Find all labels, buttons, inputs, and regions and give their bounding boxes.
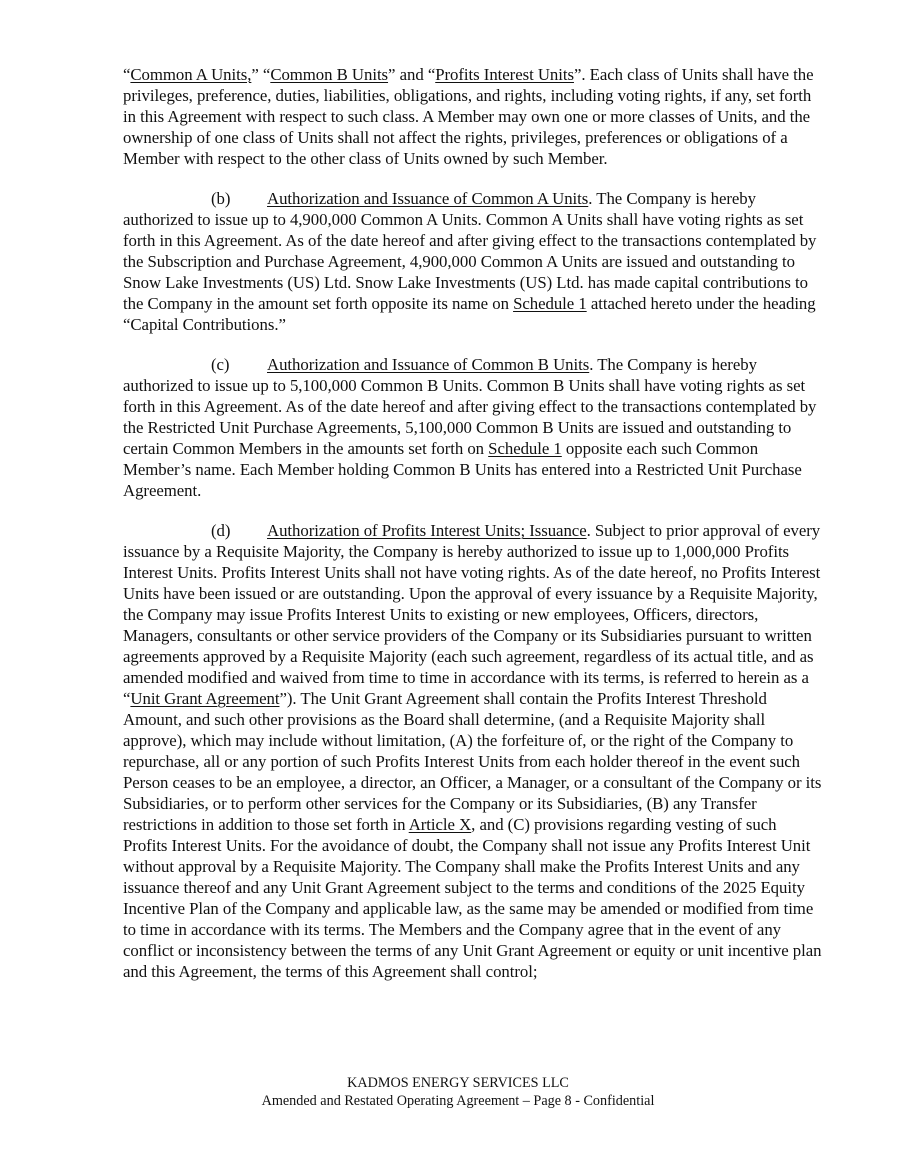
section-d-paragraph bbox=[123, 520, 823, 982]
quote: “ bbox=[262, 65, 271, 84]
defined-term-profits-interest-units: Profits Interest Units bbox=[435, 65, 574, 84]
section-c-number: (c) bbox=[211, 355, 230, 374]
schedule-1-reference: Schedule 1 bbox=[488, 439, 562, 458]
section-b-number: (b) bbox=[211, 189, 231, 208]
section-d-number: (d) bbox=[211, 521, 231, 540]
page-footer bbox=[0, 1074, 916, 1110]
defined-term-unit-grant-agreement: Unit Grant Agreement bbox=[130, 689, 280, 708]
quote: ” bbox=[251, 65, 263, 84]
section-c-heading: Authorization and Issuance of Common B Units bbox=[267, 355, 590, 374]
quote: “ bbox=[427, 65, 436, 84]
text: ”). The Unit Grant Agreement shall contain the Profits Interest Threshold Amount, and such other provisions as the Board shall determine, (and a Requisite Majority shall approve), which may include without limitation, (A) the forfeiture of, or the right of the Company to repurchase, all or any portion of such Profits Interest Units from each holder thereof in the event such Person ceases to be an employee, a director, an Officer, a Manager, or a consultant of the Company or its Subsidiaries, or to perform other services for the Company or its Subsidiaries, (B) any Transfer restrictions in addition to those set forth in bbox=[123, 689, 822, 834]
quote: “ bbox=[123, 65, 131, 84]
text: attached hereto under the heading “Capital Contributions.” bbox=[123, 294, 816, 334]
article-x-reference: Article X bbox=[408, 815, 472, 834]
intro-paragraph bbox=[123, 64, 823, 169]
section-c-paragraph bbox=[123, 354, 823, 501]
text: ” and bbox=[388, 65, 428, 84]
section-b-heading: Authorization and Issuance of Common A Units bbox=[267, 189, 589, 208]
text: opposite each such Common Member’s name. Each Member holding Common B Units has entered into a Restricted Unit Purchase Agreement. bbox=[123, 439, 802, 500]
defined-term-common-b-units: Common B Units bbox=[270, 65, 389, 84]
defined-term-common-a-units: Common A Units, bbox=[130, 65, 252, 84]
footer-document-title: Amended and Restated Operating Agreement – Page 8 - Confidential bbox=[261, 1093, 655, 1109]
schedule-1-reference: Schedule 1 bbox=[513, 294, 587, 313]
document-body bbox=[123, 64, 823, 1001]
text: . The Company is hereby authorized to issue up to 5,100,000 Common B Units. Common B Units shall have voting rights as set forth in this Agreement. As of the date hereof and after giving effect to the transactions contemplated by the Restricted Unit Purchase Agreements, 5,100,000 Common B Units are issued and outstanding to certain Common Members in the amounts set forth on bbox=[123, 355, 817, 458]
text: , and (C) provisions regarding vesting of such Profits Interest Units. For the avoidance of doubt, the Company shall not issue any Profits Interest Unit without approval by a Requisite Majority. The Company shall make the Profits Interest Units and any issuance thereof and any Unit Grant Agreement subject to the terms and conditions of the 2025 Equity Incentive Plan of the Company and applicable law, as the same may be amended or modified from time to time in accordance with its terms. The Members and the Company agree that in the event of any conflict or inconsistency between the terms of any Unit Grant Agreement or equity or unit incentive plan and this Agreement, the terms of this Agreement shall control; bbox=[123, 815, 822, 981]
section-d-heading: Authorization of Profits Interest Units; Issuance bbox=[267, 521, 587, 540]
section-b-paragraph bbox=[123, 188, 823, 335]
text: ”. Each class of Units shall have the privileges, preference, duties, liabilities, obligations, and rights, including voting rights, if any, set forth in this Agreement with respect to such class. A Member may own one or more classes of Units, and the ownership of one class of Units shall not affect the rights, privileges, preferences or obligations of a Member with respect to the other class of Units owned by such Member. bbox=[123, 65, 814, 168]
text: . The Company is hereby authorized to issue up to 4,900,000 Common A Units. Common A Units shall have voting rights as set forth in this Agreement. As of the date hereof and after giving effect to the transactions contemplated by the Subscription and Purchase Agreement, 4,900,000 Common A Units are issued and outstanding to Snow Lake Investments (US) Ltd. Snow Lake Investments (US) Ltd. has made capital contributions to the Company in the amount set forth opposite its name on bbox=[123, 189, 817, 313]
footer-company-name: KADMOS ENERGY SERVICES LLC bbox=[347, 1075, 569, 1091]
text: . Subject to prior approval of every issuance by a Requisite Majority, the Company is hereby authorized to issue up to 1,000,000 Profits Interest Units. Profits Interest Units shall not have voting rights. As of the date hereof, no Profits Interest Units have been issued or are outstanding. Upon the approval of every issuance by a Requisite Majority, the Company may issue Profits Interest Units to existing or new employees, Officers, directors, Managers, consultants or other service providers of the Company or its Subsidiaries pursuant to written agreements approved by a Requisite Majority (each such agreement, regardless of its actual title, and as amended modified and waived from time to time in accordance with its terms, is referred to herein as a “ bbox=[123, 521, 821, 708]
